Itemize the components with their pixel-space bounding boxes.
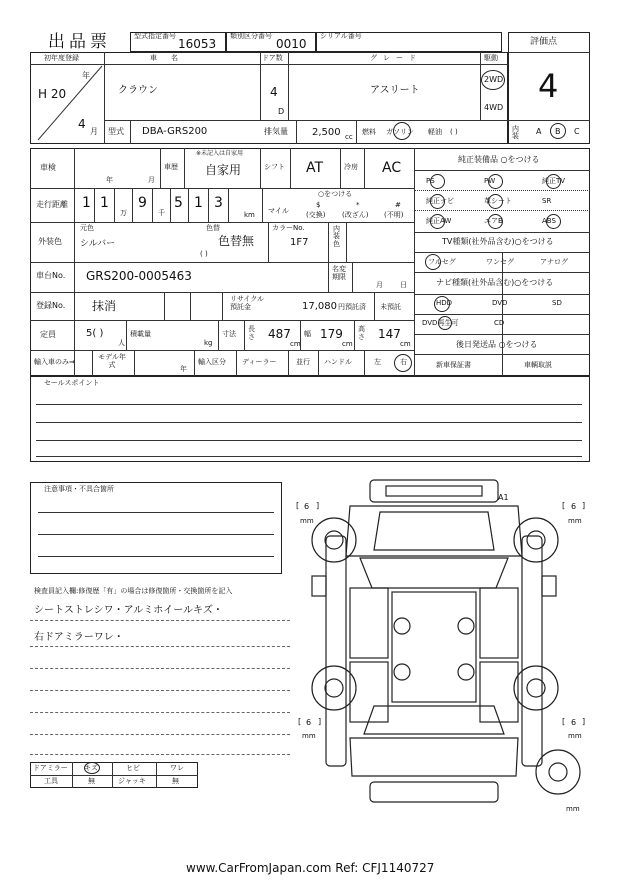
sales-point-label: セールスポイント (44, 379, 100, 387)
equipment-item: 純正ナビ (426, 197, 454, 205)
first-reg-month: 4 (78, 117, 86, 131)
height-value: 147 (378, 327, 401, 341)
drive-2wd: 2WD (484, 75, 504, 84)
doors-sub: D (278, 107, 285, 116)
car-name-label: 車名 (150, 54, 192, 62)
door-mirror-value: キズ (84, 764, 98, 772)
mileage-label: 走行距離 (36, 200, 68, 209)
repaint-label: 色替 (206, 224, 220, 232)
tools-value: 無 (88, 777, 95, 785)
recycle-label: リサイクル預託金 (230, 295, 265, 311)
capacity-unit: 人 (118, 339, 125, 347)
color-label: 外装色 (38, 237, 62, 246)
fuel-other: ( ) (450, 128, 458, 136)
capacity-label: 定員 (40, 330, 56, 339)
mileage-sen: 千 (158, 209, 165, 217)
jack-value: 無 (172, 777, 179, 785)
tools-label: 工具 (44, 777, 58, 785)
equipment-item-circle (488, 214, 503, 229)
interior-b-circle (550, 123, 566, 139)
rating-value: 4 (538, 67, 559, 105)
car-damage-diagram (290, 476, 590, 816)
interior-b: B (555, 127, 561, 136)
first-reg-month-unit: 月 (90, 127, 98, 136)
import-parallel: 並行 (296, 358, 310, 366)
orig-color-label: 元色 (80, 224, 94, 232)
orig-color-value: シルバー (80, 239, 116, 249)
later-warranty: 新車保証書 (436, 361, 471, 369)
tire-rear-right-depth: 6 (571, 718, 577, 727)
inspection-label: 車検 (40, 163, 56, 172)
navi-dvd: DVD (492, 299, 508, 307)
equipment-item: PW (484, 177, 496, 185)
drive-label: 駆動 (484, 54, 498, 62)
length-unit: cm (290, 340, 301, 348)
equipment-item-circle (430, 214, 445, 229)
displacement-unit: cc (345, 133, 353, 141)
chassis-value: GRS200-0005463 (86, 269, 192, 283)
door-mirror-label: ドアミラー (33, 764, 68, 772)
repaint-value: 色替無 (218, 234, 255, 248)
load-label: 積載量 (130, 330, 151, 338)
sheet-title: 出品票 (48, 32, 111, 52)
height-label: 高さ (358, 325, 365, 341)
mileage-exchange: (交換) (306, 211, 326, 219)
length-label: 長さ (248, 325, 255, 341)
color-code-value: 1F7 (290, 237, 309, 248)
mileage-check-note: ○をつける (318, 190, 353, 198)
fuel-gasoline: ガソリン (386, 128, 414, 136)
history-note: ※未記入は自家用 (196, 150, 244, 157)
mileage-exchange-sym: $ (316, 201, 321, 209)
tire-front-left-unit: mm (300, 517, 314, 525)
mileage-digit-6: 3 (214, 195, 223, 211)
category-number-value: 0010 (276, 37, 307, 51)
jack-label: ジャッキ (118, 777, 146, 785)
fuel-diesel: 軽油 (428, 128, 442, 136)
mileage-man: 万 (120, 209, 127, 217)
import-dealer: ディーラー (242, 358, 277, 366)
tire-front-right-depth: 6 (571, 502, 577, 511)
equipment-item: 純正AW (426, 217, 452, 225)
size-label: 寸法 (222, 330, 236, 338)
model-label: 型式 (108, 127, 124, 136)
navi-hdd-circle (434, 296, 453, 312)
notes-line-2: 右ドアミラーワレ・ (34, 632, 124, 643)
mileage-tamper-sym: * (356, 201, 360, 209)
category-number-label: 類別区分番号 (230, 32, 272, 40)
first-reg-label: 初年度登録 (44, 54, 79, 62)
later-title: 後日発送品 ○をつける (456, 340, 538, 349)
tire-front-right-bracket-l: [ (562, 501, 566, 510)
tv-analog: アナログ (540, 258, 568, 266)
first-reg-era: H 20 (38, 87, 67, 101)
color-code-label: カラーNo. (272, 224, 305, 232)
drive-2wd-circle (481, 70, 505, 90)
break-label: ワレ (170, 764, 184, 772)
tire-front-right-unit: mm (568, 517, 582, 525)
type-number-value: 16053 (178, 37, 217, 51)
navi-sd: SD (552, 299, 562, 307)
first-reg-year-unit: 年 (82, 71, 90, 80)
interior-label: 内装 (512, 125, 519, 140)
spare-tire-unit: mm (566, 805, 580, 813)
damage-mark-a1: A1 (498, 493, 509, 502)
equipment-item-circle (488, 194, 503, 209)
name-change-day: 日 (400, 281, 407, 289)
later-manual: 車輌取説 (524, 361, 552, 369)
capacity-value: 5( ) (86, 328, 104, 339)
fuel-gasoline-circle (393, 122, 411, 140)
equipment-title: 純正装備品 ○をつける (458, 155, 540, 164)
equipment-item: PS (426, 177, 435, 185)
ac-label: 冷房 (344, 163, 358, 171)
mileage-digit-4: 5 (174, 195, 183, 211)
equipment-item-circle (546, 174, 561, 189)
repaint-paren: ( ) (200, 250, 208, 258)
equipment-item-circle (488, 174, 503, 189)
notes-line-1: シートストレシワ・アルミホイールキズ・ (34, 605, 223, 616)
tv-oneseg: ワンセグ (486, 258, 514, 266)
mileage-tamper: (改ざん) (342, 211, 369, 219)
inspection-year: 年 (106, 176, 113, 184)
load-unit: kg (204, 339, 213, 347)
equipment-item: 革シート (484, 197, 512, 205)
interior-c: C (574, 127, 580, 136)
inspector-note: 検査員記入欄:修復歴「有」の場合は修復箇所・交換箇所を記入 (34, 587, 233, 595)
tire-rear-right-bracket-r: ] (582, 717, 586, 726)
width-unit: cm (342, 340, 353, 348)
mileage-km: km (244, 211, 255, 219)
mileage-mile: マイル (268, 207, 289, 215)
length-value: 487 (268, 327, 291, 341)
navi-dvd-play-circle (438, 316, 452, 330)
tv-fullseg-circle (425, 254, 441, 270)
width-value: 179 (320, 327, 343, 341)
handle-right-circle (394, 354, 412, 372)
doors-label: ドア数 (262, 54, 283, 62)
mileage-unknown: (不明) (384, 211, 404, 219)
tire-rear-left-bracket-r: ] (318, 717, 322, 726)
tire-rear-left-bracket-l: [ (298, 717, 302, 726)
tv-title: TV種類(社外品含む)○をつける (442, 237, 554, 246)
import-label: 輸入車のみ⇒ (34, 358, 75, 366)
door-mirror-circle (84, 762, 100, 774)
height-unit: cm (400, 340, 411, 348)
grade-value: アスリート (370, 85, 420, 96)
navi-dvd-play: DVD再生可 (422, 319, 459, 327)
tire-front-left-depth: 6 (304, 502, 310, 511)
mileage-digit-5: 1 (194, 195, 203, 211)
history-value: 自家用 (205, 163, 242, 177)
model-year-unit: 年 (180, 365, 187, 373)
mileage-digit-2: 1 (100, 195, 109, 211)
equipment-item-circle (430, 194, 445, 209)
handle-left: 左 (374, 358, 381, 366)
type-number-label: 型式指定番号 (134, 32, 176, 40)
history-label: 車歴 (164, 163, 178, 171)
mileage-digit-3: 9 (138, 195, 147, 211)
tire-rear-left-unit: mm (302, 732, 316, 740)
navi-title: ナビ種類(社外品含む)○をつける (436, 278, 554, 287)
serial-number-label: シリアル番号 (320, 32, 362, 40)
name-change-month: 月 (376, 281, 383, 289)
displacement-label: 排気量 (264, 127, 288, 136)
inspection-month: 月 (148, 176, 155, 184)
registration-label: 登録No. (36, 301, 66, 310)
equipment-item: エアB (484, 217, 503, 225)
shift-label: シフト (264, 163, 285, 171)
equipment-item: SR (542, 197, 552, 205)
navi-hdd: HDD (436, 299, 453, 307)
footer-reference: www.CarFromJapan.com Ref: CFJ1140727 (186, 861, 435, 875)
drive-4wd: 4WD (484, 103, 504, 112)
handle-right: 右 (400, 358, 407, 366)
grade-label: グレード (370, 54, 422, 62)
recycle-value: 17,080 (302, 301, 337, 312)
mileage-unknown-sym: # (395, 201, 401, 209)
fuel-label: 燃料 (362, 128, 376, 136)
mileage-digit-1: 1 (82, 195, 91, 211)
name-change-label: 名変期限 (332, 265, 346, 281)
handle-label: ハンドル (324, 358, 352, 366)
model-value: DBA-GRS200 (142, 126, 208, 137)
tire-front-left-bracket-l: [ (296, 501, 300, 510)
shift-value: AT (306, 160, 324, 176)
registration-value: 抹消 (92, 299, 117, 313)
interior-a: A (536, 127, 542, 136)
interior-color-label: 内装色 (333, 225, 340, 248)
equipment-item-circle (430, 174, 445, 189)
ac-value: AC (382, 160, 402, 176)
rating-label: 評価点 (530, 37, 558, 47)
tire-rear-left-depth: 6 (306, 718, 312, 727)
import-division-label: 輸入区分 (198, 358, 226, 366)
tire-rear-right-unit: mm (568, 732, 582, 740)
equipment-item: ABS (542, 217, 556, 225)
displacement-value: 2,500 (312, 127, 341, 138)
car-name-value: クラウン (118, 85, 158, 96)
recycle-suffix: 円預託済 (338, 303, 366, 311)
tire-front-left-bracket-r: ] (316, 501, 320, 510)
crack-label: ヒビ (126, 764, 140, 772)
chassis-label: 車台No. (36, 271, 66, 280)
model-year-label: モデル年式 (98, 353, 126, 370)
sales-point-box (30, 376, 590, 462)
recycle-not-deposited: 未預託 (380, 303, 401, 311)
tire-front-right-bracket-r: ] (582, 501, 586, 510)
doors-value: 4 (270, 85, 278, 99)
width-label: 幅 (304, 330, 311, 338)
equipment-item-circle (546, 214, 561, 229)
notes-box (30, 482, 282, 574)
equipment-item: 純正TV (542, 177, 566, 185)
notes-label: 注意事項・不具合箇所 (44, 485, 114, 493)
navi-cd: CD (494, 319, 505, 327)
tire-rear-right-bracket-l: [ (562, 717, 566, 726)
tv-fullseg: フルセグ (428, 258, 456, 266)
